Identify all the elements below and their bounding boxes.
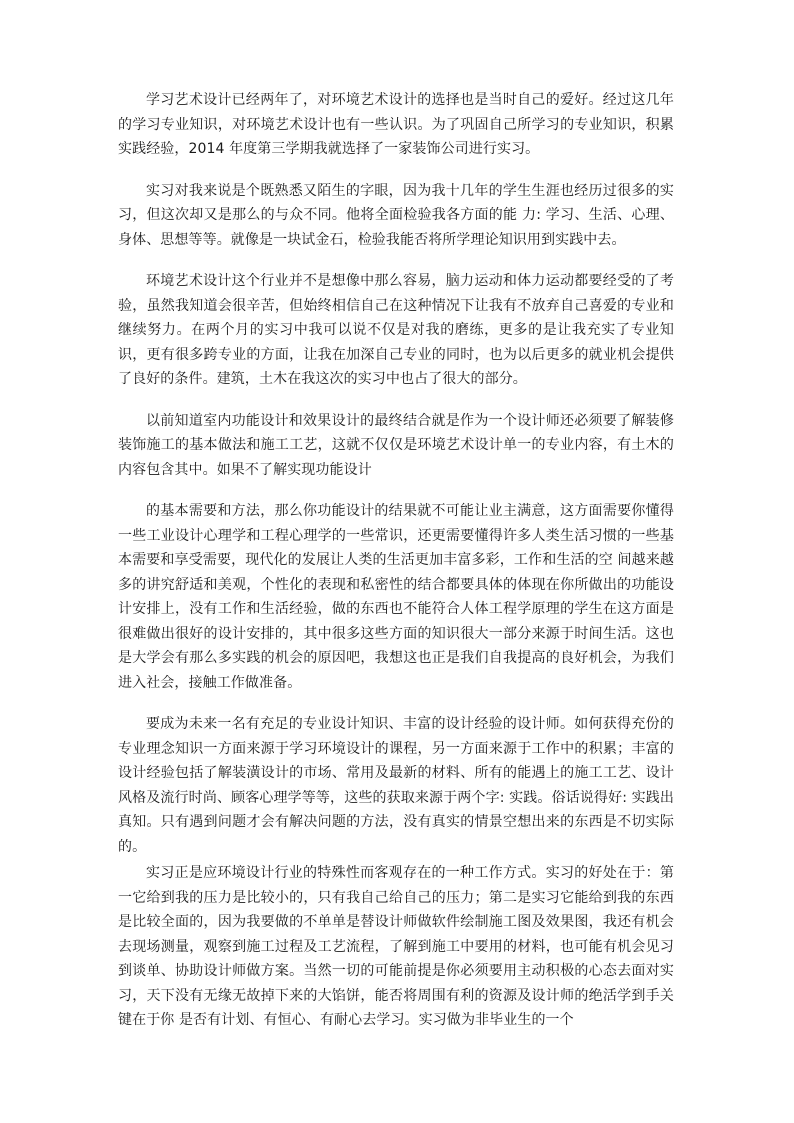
paragraph-5: 的基本需要和方法，那么你功能设计的结果就不可能让业主满意，这方面需要你懂得一些工业设计心理学和工程心理学的一些常识，还更需要懂得许多人类生活习惯的一些基本需要和享受需要，现代化的发展让人类的生活更加丰富多彩，工作和生活的空 间越来越多的讲究舒适和美观，个性化的表现和私密性的结合都要具体的体现在你所做出的功能设计安排上，没有工作和生活经验，做的东西也不能符合人体工程学原理的学生在这方面是很难做出很好的设计安排的，其中很多这些方面的知识很大一部分来源于时间生活。这也是大学会有那么多实践的机会的原因吧，我想这也正是我们自我提高的良好机会，为我们进入社会，接触工作做准备。 <box>118 503 674 691</box>
paragraph-7: 实习正是应环境设计行业的特殊性而客观存在的一种工作方式。实习的好处在于：第一它给到我的压力是比较小的，只有我自己给自己的压力；第二是实习它能给到我的东西是比较全面的，因为我要做的不单单是替设计师做软件绘制施工图及效果图，我还有机会去现场测量，观察到施工过程及工艺流程，了解到施工中要用的材料，也可能有机会见习到谈单、协助设计师做方案。当然一切的可能前提是你必须要用主动积极的心态去面对实习，天下没有无缘无故掉下来的大馅饼，能否将周围有利的资源及设计师的绝活学到手关键在于你 是否有计划、有恒心、有耐心去学习。实习做为非毕业生的一个 <box>118 865 674 1028</box>
paragraph-1: 学习艺术设计已经两年了，对环境艺术设计的选择也是当时自己的爱好。经过这几年的学习专业知识，对环境艺术设计也有一些认识。为了巩固自己所学习的专业知识，积累实践经验，2014 年度第三学期我就选择了一家装饰公司进行实习。 <box>118 92 674 157</box>
paragraph-3: 环境艺术设计这个行业并不是想像中那么容易，脑力运动和体力运动都要经受的了考验，虽然我知道会很辛苦，但始终相信自己在这种情况下让我有不放弃自己喜爱的专业和继续努力。在两个月的实习中我可以说不仅是对我的磨练，更多的是让我充实了专业知识，更有很多跨专业的方面，让我在加深自己专业的同时，也为以后更多的就业机会提供了良好的条件。建筑，土木在我这次的实习中也占了很大的部分。 <box>118 273 674 387</box>
paragraph-2: 实习对我来说是个既熟悉又陌生的字眼，因为我十几年的学生生涯也经历过很多的实习，但这次却又是那么的与众不同。他将全面检验我各方面的能 力: 学习、生活、心理、身体、思想等等。就像是一块试金石，检验我能否将所学理论知识用到实践中去。 <box>118 182 674 248</box>
document-body <box>118 88 674 1033</box>
paragraph-6: 要成为未来一名有充足的专业设计知识、丰富的设计经验的设计师。如何获得充份的专业理念知识一方面来源于学习环境设计的课程，另一方面来源于工作中的积累；丰富的设计经验包括了解装潢设计的市场、常用及最新的材料、所有的能遇上的施工工艺、设计风格及流行时尚、顾客心理学等等，这些的获取来源于两个字: 实践。俗话说得好: 实践出真知。只有遇到问题才会有解决问题的方法，没有真实的情景空想出来的东西是不切实际的。 <box>118 716 674 855</box>
paragraph-4: 以前知道室内功能设计和效果设计的最终结合就是作为一个设计师还必须要了解装修装饰施工的基本做法和施工工艺，这就不仅仅是环境艺术设计单一的专业内容，有土木的内容包含其中。如果不了解实现功能设计 <box>118 412 674 478</box>
